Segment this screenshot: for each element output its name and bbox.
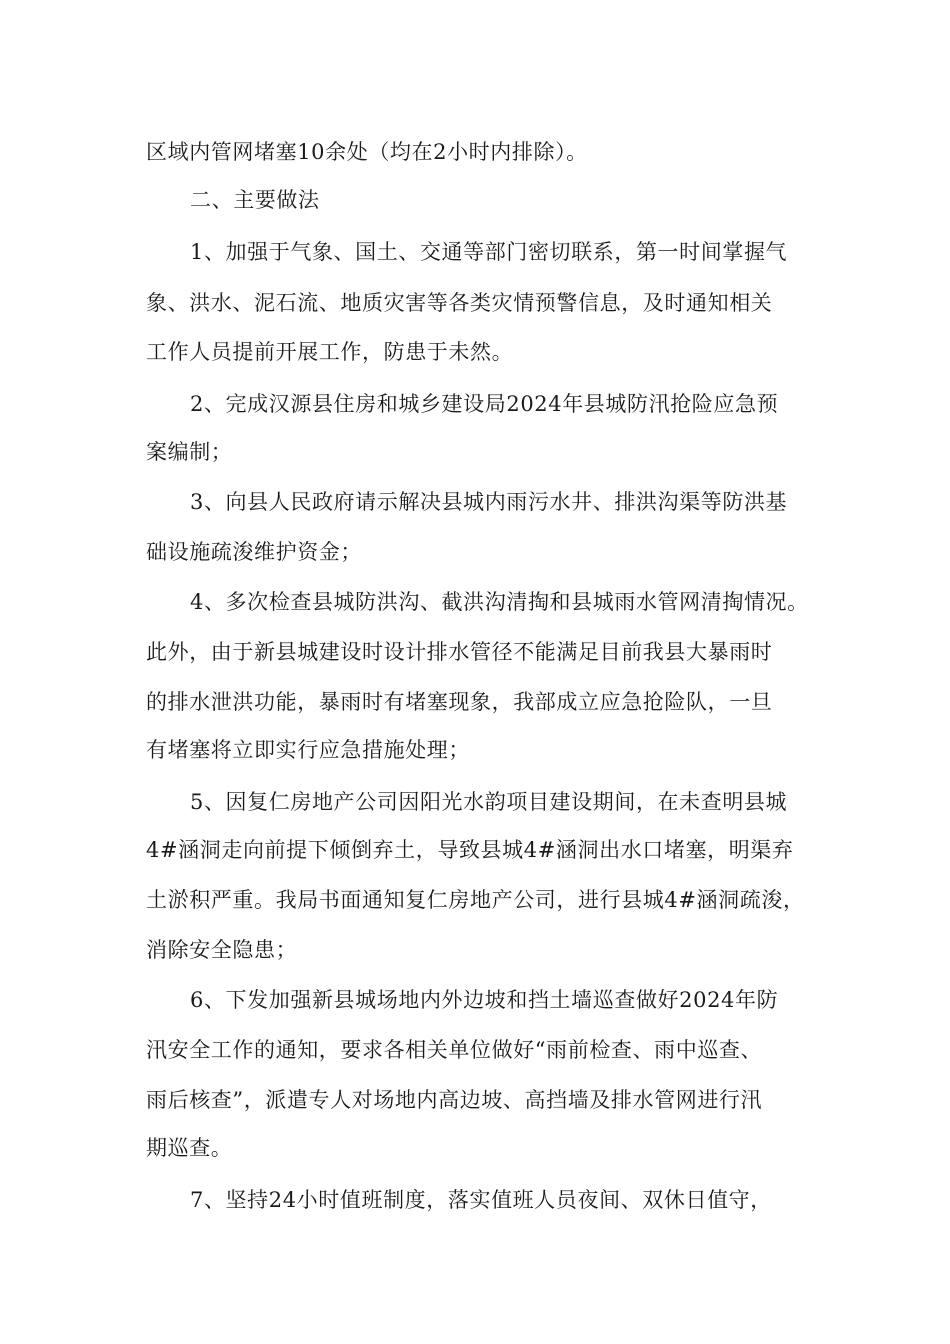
text-line: 汛安全工作的通知，要求各相关单位做好“雨前检查、雨中巡查、 xyxy=(146,1038,763,1062)
text-line: 雨后核查”，派遣专人对场地内高边坡、高挡墙及排水管网进行汛 xyxy=(146,1088,763,1112)
text-line: 7、坚持24小时值班制度，落实值班人员夜间、双休日值守， xyxy=(190,1188,772,1212)
section-heading: 二、主要做法 xyxy=(190,188,320,212)
text-line: 5、因复仁房地产公司因阳光水韵项目建设期间，在未查明县城 xyxy=(190,790,788,814)
text-line: 4、多次检查县城防洪沟、截洪沟清掏和县城雨水管网清掏情况。 xyxy=(190,590,809,614)
text-line: 消除安全隐患； xyxy=(146,938,298,962)
text-line: 工作人员提前开展工作，防患于未然。 xyxy=(146,340,514,364)
text-line: 期巡查。 xyxy=(146,1136,233,1160)
text-line: 土淤积严重。我局书面通知复仁房地产公司，进行县城4#涵洞疏浚， xyxy=(146,888,805,912)
text-line: 4#涵洞走向前提下倾倒弃土，导致县城4#涵洞出水口堵塞，明渠弃 xyxy=(146,838,794,862)
text-line: 区域内管网堵塞10余处（均在2小时内排除）。 xyxy=(146,140,588,164)
text-line: 的排水泄洪功能，暴雨时有堵塞现象，我部成立应急抢险队，一旦 xyxy=(146,690,773,714)
text-line: 础设施疏浚维护资金； xyxy=(146,540,362,564)
text-line: 3、向县人民政府请示解决县城内雨污水井、排洪沟渠等防洪基 xyxy=(190,490,788,514)
text-line: 6、下发加强新县城场地内外边坡和挡土墙巡查做好2024年防 xyxy=(190,988,779,1012)
text-line: 案编制； xyxy=(146,440,233,464)
text-line: 1、加强于气象、国土、交通等部门密切联系，第一时间掌握气 xyxy=(190,240,788,264)
text-line: 象、洪水、泥石流、地质灾害等各类灾情预警信息，及时通知相关 xyxy=(146,291,773,315)
text-line: 有堵塞将立即实行应急措施处理； xyxy=(146,738,470,762)
text-line: 此外，由于新县城建设时设计排水管径不能满足目前我县大暴雨时 xyxy=(146,640,773,664)
text-line: 2、完成汉源县住房和城乡建设局2024年县城防汛抢险应急预 xyxy=(190,392,779,416)
